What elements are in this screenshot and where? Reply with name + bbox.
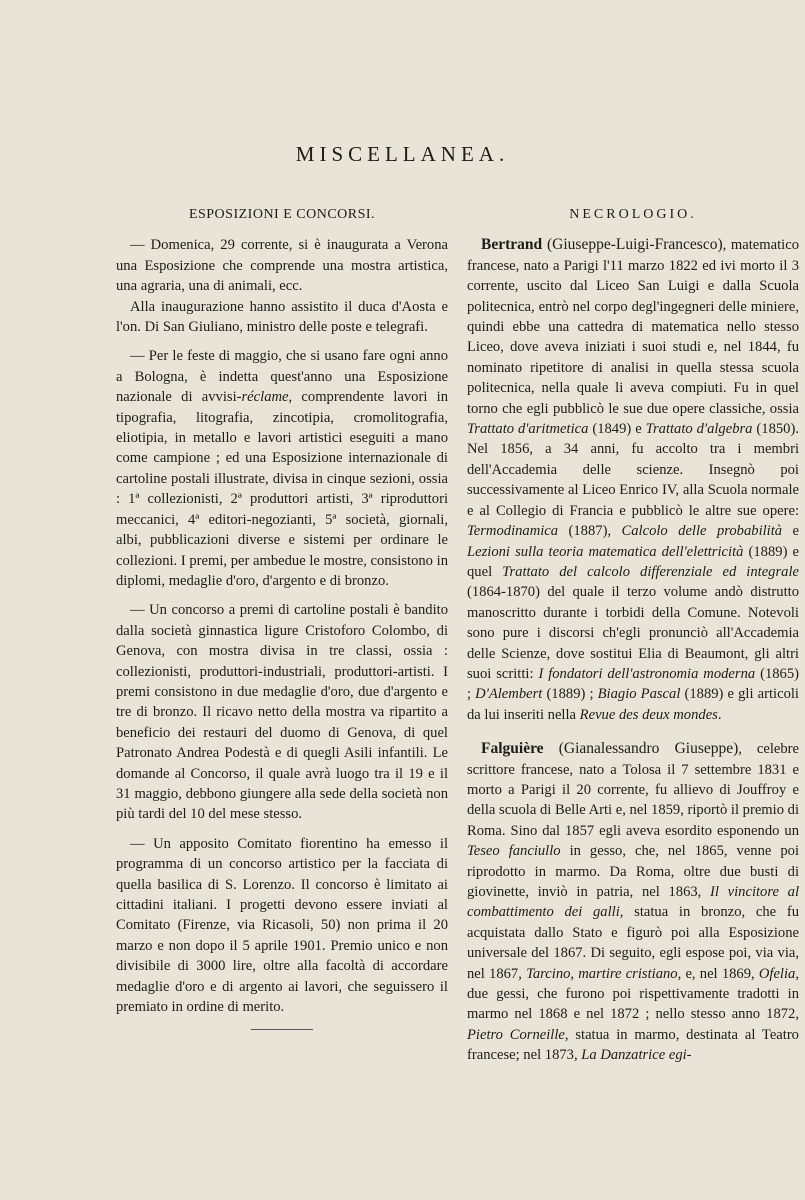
section-divider — [251, 1029, 313, 1030]
left-column — [116, 205, 448, 1030]
obituary-bertrand: Bertrand (Giuseppe-Luigi-Francesco), matematico francese, nato a Parigi l'11 marzo 1822 ed ivi morto il 3 corrente, uscito dal Liceo San Luigi e dalla Scuola politecnica, entrò nel corpo degl'ingegneri delle miniere, quindi ebbe una cattedra di matematica nello stesso Liceo, dove aveva iniziati i suoi studi e, nel 1844, fu nominato ripetitore di analisi in quella stessa scuola politecnica, nella quale li aveva compiuti. Fu in quel torno che egli pubblicò le sue due opere classiche, ossia Trattato d'aritmetica (1849) e Trattato d'algebra (1850). Nel 1856, a 34 anni, fu accolto tra i membri dell'Accademia delle scienze. Insegnò poi successivamente al Liceo Enrico IV, alla Scuola normale e al Collegio di Francia e pubblicò le altre sue opere: Termodinamica (1887), Calcolo delle probabilità e Lezioni sulla teoria matematica dell'elettricità (1889) e quel Trattato del calcolo differenziale ed integrale (1864-1870) del quale il terzo volume andò distrutto manoscritto durante i torbidi della Comune. Notevoli sono pure i discorsi ch'egli pronunciò all'Accademia delle Scienze, dove sostitui Elia di Beaumont, gli altri suoi scritti: I fondatori dell'astronomia moderna (1865) ; D'Alembert (1889) ; Biagio Pascal (1889) e gli articoli da lui inseriti nella Revue des deux mondes. — [467, 236, 799, 723]
obituary-falguiere: Falguière (Gianalessandro Giuseppe), celebre scrittore francese, nato a Tolosa il 7 settembre 1831 e morto a Parigi il 20 corrente, fu allievo di Jouffroy e della scuola di Belle Arti e, nel 1859, riportò il premio di Roma. Sino dal 1857 egli aveva esordito esponendo un Teseo fanciullo in gesso, che, nel 1865, venne poi riprodotto in marmo. Da Roma, oltre due busti di giovinette, inviò in patria, nel 1863, Il vincitore al combattimento dei galli, statua in bronzo, che fu acquistata dallo Stato e figurò poi alla Esposizione universale del 1867. Di seguito, egli espose poi, via via, nel 1867, Tarcino, martire cristiano, e, nel 1869, Ofelia, due gessi, che furono poi rispettivamente tradotti in marmo nel 1868 e nel 1872 ; nello stesso anno 1872, Pietro Corneille, statua in marmo, destinata al Teatro francese; nel 1873, La Danzatrice egi- — [467, 740, 800, 1064]
section-heading-necrologio: NECROLOGIO. — [569, 207, 697, 222]
section-heading-esposizioni: ESPOSIZIONI E CONCORSI. — [188, 207, 376, 222]
paragraph-bologna: — Per le feste di maggio, che si usano fare ogni anno a Bologna, è indetta quest'anno una Esposizione nazionale di avvisi-réclame, comprendente lavori in tipografia, litografia, zincotipia, cromolitografia, eliotipia, in metallo e lavori artistici eseguiti a mano come campione ; ed una Esposizione internazionale di cartoline postali illustrate, divisa in cinque sezioni, ossia : 1ª collezionisti, 2ª produttori artisti, 3ª riproduttori meccanici, 4ª editori-negozianti, 5ª società, giornali, albi, pubblicazioni diverse e sistemi per ordinare le collezioni. I premi, per ambedue le mostre, consistono in diplomi, medaglie d'oro, d'argento e di bronzo. — [116, 348, 448, 589]
paragraph-firenze: — Un apposito Comitato fiorentino ha emesso il programma di un concorso artistico per la facciata di quella basilica di S. Lorenzo. Il concorso è limitato ai cittadini italiani. I progetti devono essere inviati al Comitato (Firenze, via Ricasoli, 50) non prima il 20 marzo e non dopo il 5 aprile 1901. Premio unico e non divisibile di 3000 lire, oltre alla facoltà di accordare medaglie d'oro e di argento ai lavori, che seguissero il premiato in ordine di merito. — [116, 835, 448, 1016]
right-column — [467, 205, 799, 1066]
paragraph-genova: — Un concorso a premi di cartoline postali è bandito dalla società ginnastica ligure Cristoforo Colombo, di Genova, con mostra divisa in tre classi, ossia : collezionisti, produttori-industriali, produttori-artisti. I premi consistono in due medaglie d'oro, due d'argento e tre di bronzo. Il ricavo netto della mostra va ripartito a beneficio dei restauri del duomo di Genova, di quel Patronato Andrea Podestà e di quegli Asili infantili. Le domande al Concorso, il quale avrà luogo tra il 19 e il 31 maggio, debbono giungere alla sede della società non più tardi del 10 del mese stesso. — [116, 602, 448, 823]
paragraph-verona: — Domenica, 29 corrente, si è inaugurata a Verona una Esposizione che comprende una mostra artistica, una agraria, una di animali, ecc. — [116, 237, 448, 295]
paragraph-inaugurazione: Alla inaugurazione hanno assistito il duca d'Aosta e l'on. Di San Giuliano, ministro delle poste e telegrafi. — [116, 298, 448, 336]
page-title: MISCELLANEA. — [295, 142, 510, 166]
